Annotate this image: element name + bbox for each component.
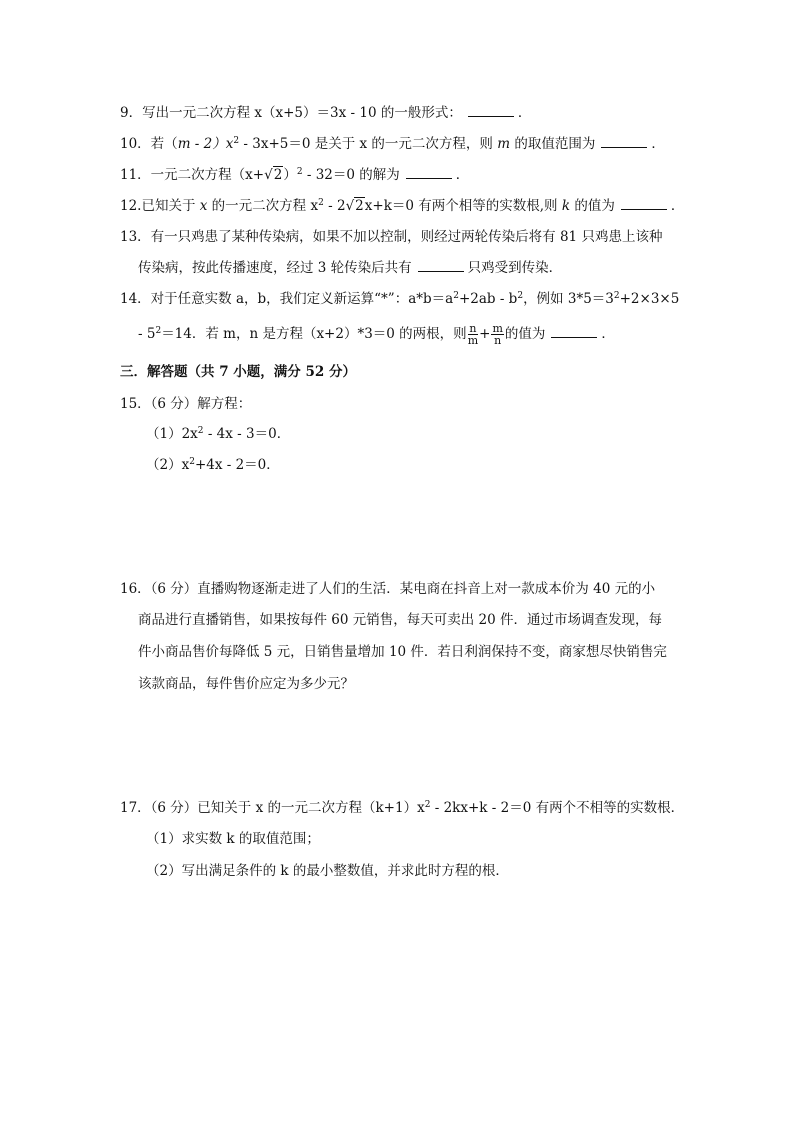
question-17-title: 17．（6 分）已知关于 x 的一元二次方程$(k+1)x^2 - 2kx+k - 2=0$ 有两个不相等的实数根． [120,800,685,816]
question-11: 11．一元二次方程$(x+√2)^2 - 32=0$ 的解为 ． [120,167,470,183]
section-heading: 三．解答题（共 7 小题，满分 52 分） [120,364,356,380]
question-16-line-4: 该款商品，每件售价应定为多少元？ [138,676,354,692]
sqrt-expression: √2 [345,198,364,214]
fraction-n-over-m: $\frac{n}{m}$ [467,322,479,347]
question-16-line-1: 16．（6 分）直播购物逐渐走进了人们的生活．某电商在抖音上对一款成本价为 40 元的小 [120,581,656,597]
question-13-line-1: 13．有一只鸡患了某种传染病，如果不加以控制，则经过两轮传染后将有 81 只鸡患上该种 [120,229,663,245]
q9-equation: x（x+5）＝3x - 10 [254,105,377,121]
question-15-part-2: $(2)x^2+4x - 2=0$． [146,457,280,473]
question-14-line-2: - $5^2=14$．若 m，n 是方程（x+2）*3＝0 的两根，则 $\frac{n}{m}$ + $\frac{m}{n}$ 的值为 ． [138,322,615,347]
answer-blank [551,325,597,338]
question-14-line-1: 14．对于任意实数 a，b，我们定义新运算“*”：$a*b=a^2+2ab - b^2$，例如 $3*5=3^2+2\times 3\times 5$ [120,291,680,307]
answer-blank [406,166,452,179]
question-12: 12.已知关于 x 的一元二次方程 $x^2 - 2√2x+k=0$ 有两个相等的实数根,则 k 的值为 ． [120,198,685,214]
answer-blank [468,104,514,117]
question-13-line-2: 传染病，按此传播速度，经过 3 轮传染后共有 只鸡受到传染． [138,260,563,276]
question-17-part-2: （2）写出满足条件的 k 的最小整数值，并求此时方程的根． [146,863,509,879]
question-16-line-2: 商品进行直播销售，如果按每件 60 元销售，每天可卖出 20 件．通过市场调查发现，每 [138,612,663,628]
answer-blank [621,197,667,210]
answer-blank [418,259,464,272]
answer-blank [601,135,647,148]
fraction-m-over-n: $\frac{m}{n}$ [492,322,503,347]
question-16-line-3: 件小商品售价每降低 5 元，日销售量增加 10 件．若日利润保持不变，商家想尽快销售完 [138,644,667,660]
question-17-part-1: （1）求实数 k 的取值范围； [146,831,320,847]
sqrt-expression: √2 [264,167,283,183]
question-9: 9．写出一元二次方程 x（x+5）＝3x - 10 的一般形式： ． [120,105,532,121]
question-15-title: 15．（6 分）解方程： [120,396,252,412]
question-15-part-1: $(1)2x^2 - 4x - 3=0$． [146,426,291,442]
question-10: 10．若$(m - 2)x^2 - 3x+5=0$ 是关于 x 的一元二次方程，则 m 的取值范围为 ． [120,136,665,152]
